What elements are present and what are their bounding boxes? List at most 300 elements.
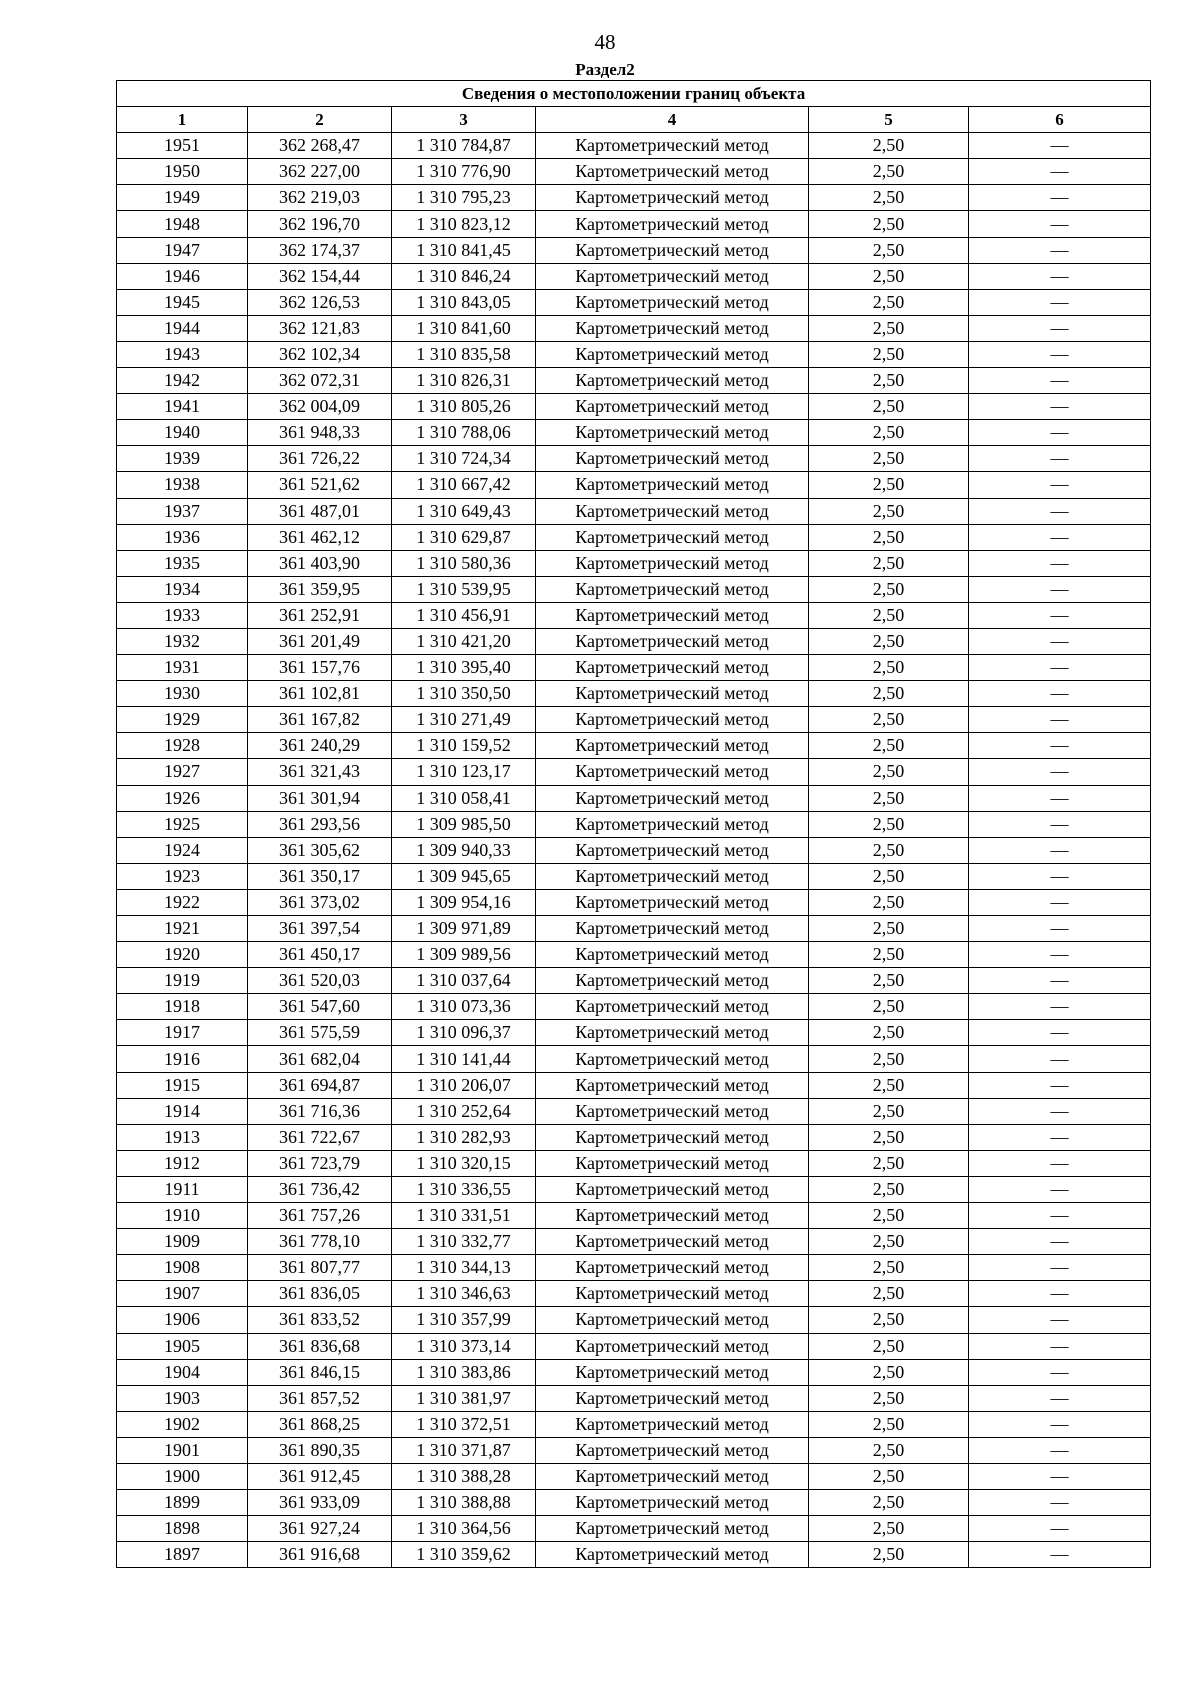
table-row	[117, 837, 1151, 863]
table-row	[117, 1542, 1151, 1568]
table-row	[117, 133, 1151, 159]
description-cell: —	[969, 889, 1151, 915]
y-coordinate-cell: 1 310 805,26	[392, 394, 536, 420]
table-row	[117, 1437, 1151, 1463]
accuracy-cell: 2,50	[809, 1203, 969, 1229]
y-coordinate-cell: 1 309 940,33	[392, 837, 536, 863]
y-coordinate-cell: 1 310 846,24	[392, 263, 536, 289]
description-cell: —	[969, 1385, 1151, 1411]
accuracy-cell: 2,50	[809, 498, 969, 524]
method-cell: Картометрический метод	[536, 1255, 809, 1281]
y-coordinate-cell: 1 310 826,31	[392, 368, 536, 394]
point-number-cell: 1928	[117, 733, 248, 759]
description-cell: —	[969, 916, 1151, 942]
point-number-cell: 1935	[117, 550, 248, 576]
description-cell: —	[969, 1124, 1151, 1150]
description-cell: —	[969, 811, 1151, 837]
method-cell: Картометрический метод	[536, 1046, 809, 1072]
y-coordinate-cell: 1 310 346,63	[392, 1281, 536, 1307]
accuracy-cell: 2,50	[809, 394, 969, 420]
x-coordinate-cell: 361 521,62	[248, 472, 392, 498]
x-coordinate-cell: 361 450,17	[248, 942, 392, 968]
boundary-table	[116, 80, 1151, 1568]
x-coordinate-cell: 361 716,36	[248, 1098, 392, 1124]
point-number-cell: 1916	[117, 1046, 248, 1072]
accuracy-cell: 2,50	[809, 263, 969, 289]
y-coordinate-cell: 1 309 985,50	[392, 811, 536, 837]
column-number: 1	[117, 107, 248, 133]
accuracy-cell: 2,50	[809, 1176, 969, 1202]
method-cell: Картометрический метод	[536, 289, 809, 315]
point-number-cell: 1943	[117, 341, 248, 367]
method-cell: Картометрический метод	[536, 863, 809, 889]
description-cell: —	[969, 1307, 1151, 1333]
description-cell: —	[969, 576, 1151, 602]
point-number-cell: 1926	[117, 785, 248, 811]
point-number-cell: 1951	[117, 133, 248, 159]
point-number-cell: 1921	[117, 916, 248, 942]
y-coordinate-cell: 1 310 629,87	[392, 524, 536, 550]
y-coordinate-cell: 1 310 388,28	[392, 1463, 536, 1489]
method-cell: Картометрический метод	[536, 1411, 809, 1437]
y-coordinate-cell: 1 310 776,90	[392, 159, 536, 185]
accuracy-cell: 2,50	[809, 1437, 969, 1463]
method-cell: Картометрический метод	[536, 1124, 809, 1150]
point-number-cell: 1924	[117, 837, 248, 863]
y-coordinate-cell: 1 310 667,42	[392, 472, 536, 498]
table-row	[117, 1255, 1151, 1281]
accuracy-cell: 2,50	[809, 916, 969, 942]
description-cell: —	[969, 237, 1151, 263]
description-cell: —	[969, 211, 1151, 237]
accuracy-cell: 2,50	[809, 785, 969, 811]
point-number-cell: 1902	[117, 1411, 248, 1437]
point-number-cell: 1919	[117, 968, 248, 994]
method-cell: Картометрический метод	[536, 1203, 809, 1229]
method-cell: Картометрический метод	[536, 1490, 809, 1516]
point-number-cell: 1904	[117, 1359, 248, 1385]
table-row	[117, 498, 1151, 524]
accuracy-cell: 2,50	[809, 1124, 969, 1150]
y-coordinate-cell: 1 310 373,14	[392, 1333, 536, 1359]
x-coordinate-cell: 361 890,35	[248, 1437, 392, 1463]
description-cell: —	[969, 1542, 1151, 1568]
point-number-cell: 1905	[117, 1333, 248, 1359]
method-cell: Картометрический метод	[536, 159, 809, 185]
accuracy-cell: 2,50	[809, 733, 969, 759]
table-row	[117, 681, 1151, 707]
description-cell: —	[969, 628, 1151, 654]
description-cell: —	[969, 1176, 1151, 1202]
y-coordinate-cell: 1 310 788,06	[392, 420, 536, 446]
method-cell: Картометрический метод	[536, 602, 809, 628]
method-cell: Картометрический метод	[536, 1176, 809, 1202]
method-cell: Картометрический метод	[536, 341, 809, 367]
description-cell: —	[969, 1255, 1151, 1281]
method-cell: Картометрический метод	[536, 420, 809, 446]
x-coordinate-cell: 362 004,09	[248, 394, 392, 420]
description-cell: —	[969, 785, 1151, 811]
table-row	[117, 1229, 1151, 1255]
method-cell: Картометрический метод	[536, 759, 809, 785]
accuracy-cell: 2,50	[809, 550, 969, 576]
point-number-cell: 1913	[117, 1124, 248, 1150]
accuracy-cell: 2,50	[809, 655, 969, 681]
method-cell: Картометрический метод	[536, 994, 809, 1020]
accuracy-cell: 2,50	[809, 1020, 969, 1046]
x-coordinate-cell: 361 350,17	[248, 863, 392, 889]
accuracy-cell: 2,50	[809, 942, 969, 968]
description-cell: —	[969, 1463, 1151, 1489]
column-number: 2	[248, 107, 392, 133]
description-cell: —	[969, 863, 1151, 889]
accuracy-cell: 2,50	[809, 1385, 969, 1411]
table-row	[117, 602, 1151, 628]
y-coordinate-cell: 1 310 823,12	[392, 211, 536, 237]
method-cell: Картометрический метод	[536, 185, 809, 211]
description-cell: —	[969, 159, 1151, 185]
table-row	[117, 1098, 1151, 1124]
method-cell: Картометрический метод	[536, 1542, 809, 1568]
accuracy-cell: 2,50	[809, 237, 969, 263]
point-number-cell: 1938	[117, 472, 248, 498]
method-cell: Картометрический метод	[536, 263, 809, 289]
x-coordinate-cell: 361 682,04	[248, 1046, 392, 1072]
point-number-cell: 1944	[117, 315, 248, 341]
point-number-cell: 1908	[117, 1255, 248, 1281]
description-cell: —	[969, 498, 1151, 524]
point-number-cell: 1945	[117, 289, 248, 315]
x-coordinate-cell: 361 462,12	[248, 524, 392, 550]
method-cell: Картометрический метод	[536, 707, 809, 733]
y-coordinate-cell: 1 310 350,50	[392, 681, 536, 707]
x-coordinate-cell: 361 403,90	[248, 550, 392, 576]
y-coordinate-cell: 1 310 364,56	[392, 1516, 536, 1542]
table-row	[117, 707, 1151, 733]
page-number: 48	[594, 30, 616, 54]
accuracy-cell: 2,50	[809, 1463, 969, 1489]
table-row	[117, 863, 1151, 889]
y-coordinate-cell: 1 310 372,51	[392, 1411, 536, 1437]
table-row	[117, 1307, 1151, 1333]
method-cell: Картометрический метод	[536, 785, 809, 811]
accuracy-cell: 2,50	[809, 420, 969, 446]
x-coordinate-cell: 361 778,10	[248, 1229, 392, 1255]
x-coordinate-cell: 362 102,34	[248, 341, 392, 367]
table-row	[117, 1020, 1151, 1046]
method-cell: Картометрический метод	[536, 811, 809, 837]
x-coordinate-cell: 361 167,82	[248, 707, 392, 733]
y-coordinate-cell: 1 310 383,86	[392, 1359, 536, 1385]
x-coordinate-cell: 361 520,03	[248, 968, 392, 994]
description-cell: —	[969, 1333, 1151, 1359]
description-cell: —	[969, 707, 1151, 733]
y-coordinate-cell: 1 310 058,41	[392, 785, 536, 811]
description-cell: —	[969, 263, 1151, 289]
method-cell: Картометрический метод	[536, 1020, 809, 1046]
table-row	[117, 394, 1151, 420]
section-title: Раздел2	[575, 60, 635, 79]
y-coordinate-cell: 1 310 649,43	[392, 498, 536, 524]
method-cell: Картометрический метод	[536, 1229, 809, 1255]
y-coordinate-cell: 1 310 357,99	[392, 1307, 536, 1333]
x-coordinate-cell: 361 575,59	[248, 1020, 392, 1046]
x-coordinate-cell: 361 916,68	[248, 1542, 392, 1568]
accuracy-cell: 2,50	[809, 446, 969, 472]
y-coordinate-cell: 1 310 332,77	[392, 1229, 536, 1255]
table-row	[117, 472, 1151, 498]
description-cell: —	[969, 394, 1151, 420]
y-coordinate-cell: 1 310 580,36	[392, 550, 536, 576]
table-row	[117, 159, 1151, 185]
accuracy-cell: 2,50	[809, 1072, 969, 1098]
table-row	[117, 1463, 1151, 1489]
column-number: 4	[536, 107, 809, 133]
y-coordinate-cell: 1 309 954,16	[392, 889, 536, 915]
method-cell: Картометрический метод	[536, 211, 809, 237]
x-coordinate-cell: 362 121,83	[248, 315, 392, 341]
table-row	[117, 1176, 1151, 1202]
x-coordinate-cell: 361 397,54	[248, 916, 392, 942]
method-cell: Картометрический метод	[536, 394, 809, 420]
table-row	[117, 1046, 1151, 1072]
y-coordinate-cell: 1 310 388,88	[392, 1490, 536, 1516]
table-row	[117, 1490, 1151, 1516]
y-coordinate-cell: 1 309 971,89	[392, 916, 536, 942]
table-row	[117, 1516, 1151, 1542]
table-row	[117, 968, 1151, 994]
x-coordinate-cell: 361 736,42	[248, 1176, 392, 1202]
y-coordinate-cell: 1 310 421,20	[392, 628, 536, 654]
point-number-cell: 1947	[117, 237, 248, 263]
y-coordinate-cell: 1 310 371,87	[392, 1437, 536, 1463]
y-coordinate-cell: 1 310 331,51	[392, 1203, 536, 1229]
x-coordinate-cell: 362 126,53	[248, 289, 392, 315]
description-cell: —	[969, 420, 1151, 446]
y-coordinate-cell: 1 310 271,49	[392, 707, 536, 733]
method-cell: Картометрический метод	[536, 733, 809, 759]
table-row	[117, 1124, 1151, 1150]
description-cell: —	[969, 1203, 1151, 1229]
table-row	[117, 211, 1151, 237]
x-coordinate-cell: 361 868,25	[248, 1411, 392, 1437]
table-row	[117, 263, 1151, 289]
x-coordinate-cell: 362 219,03	[248, 185, 392, 211]
accuracy-cell: 2,50	[809, 1046, 969, 1072]
x-coordinate-cell: 361 201,49	[248, 628, 392, 654]
x-coordinate-cell: 362 154,44	[248, 263, 392, 289]
table-row	[117, 1281, 1151, 1307]
point-number-cell: 1940	[117, 420, 248, 446]
description-cell: —	[969, 1072, 1151, 1098]
table-row	[117, 576, 1151, 602]
method-cell: Картометрический метод	[536, 1516, 809, 1542]
description-cell: —	[969, 1359, 1151, 1385]
point-number-cell: 1909	[117, 1229, 248, 1255]
x-coordinate-cell: 361 694,87	[248, 1072, 392, 1098]
point-number-cell: 1934	[117, 576, 248, 602]
accuracy-cell: 2,50	[809, 185, 969, 211]
method-cell: Картометрический метод	[536, 968, 809, 994]
accuracy-cell: 2,50	[809, 1542, 969, 1568]
y-coordinate-cell: 1 310 381,97	[392, 1385, 536, 1411]
method-cell: Картометрический метод	[536, 446, 809, 472]
description-cell: —	[969, 1516, 1151, 1542]
table-row	[117, 1359, 1151, 1385]
accuracy-cell: 2,50	[809, 1307, 969, 1333]
x-coordinate-cell: 361 912,45	[248, 1463, 392, 1489]
accuracy-cell: 2,50	[809, 315, 969, 341]
accuracy-cell: 2,50	[809, 1516, 969, 1542]
x-coordinate-cell: 361 807,77	[248, 1255, 392, 1281]
accuracy-cell: 2,50	[809, 837, 969, 863]
table-row	[117, 1150, 1151, 1176]
x-coordinate-cell: 361 726,22	[248, 446, 392, 472]
point-number-cell: 1950	[117, 159, 248, 185]
table-row	[117, 1411, 1151, 1437]
point-number-cell: 1932	[117, 628, 248, 654]
table-row	[117, 785, 1151, 811]
point-number-cell: 1925	[117, 811, 248, 837]
description-cell: —	[969, 185, 1151, 211]
x-coordinate-cell: 362 227,00	[248, 159, 392, 185]
accuracy-cell: 2,50	[809, 1098, 969, 1124]
method-cell: Картометрический метод	[536, 628, 809, 654]
y-coordinate-cell: 1 310 344,13	[392, 1255, 536, 1281]
accuracy-cell: 2,50	[809, 602, 969, 628]
y-coordinate-cell: 1 310 336,55	[392, 1176, 536, 1202]
y-coordinate-cell: 1 310 841,60	[392, 315, 536, 341]
accuracy-cell: 2,50	[809, 1333, 969, 1359]
method-cell: Картометрический метод	[536, 550, 809, 576]
accuracy-cell: 2,50	[809, 1411, 969, 1437]
x-coordinate-cell: 361 933,09	[248, 1490, 392, 1516]
description-cell: —	[969, 133, 1151, 159]
description-cell: —	[969, 837, 1151, 863]
accuracy-cell: 2,50	[809, 1281, 969, 1307]
method-cell: Картометрический метод	[536, 524, 809, 550]
method-cell: Картометрический метод	[536, 1150, 809, 1176]
accuracy-cell: 2,50	[809, 159, 969, 185]
table-row	[117, 368, 1151, 394]
x-coordinate-cell: 361 252,91	[248, 602, 392, 628]
point-number-cell: 1903	[117, 1385, 248, 1411]
method-cell: Картометрический метод	[536, 1385, 809, 1411]
x-coordinate-cell: 362 196,70	[248, 211, 392, 237]
description-cell: —	[969, 550, 1151, 576]
description-cell: —	[969, 472, 1151, 498]
point-number-cell: 1927	[117, 759, 248, 785]
table-row	[117, 420, 1151, 446]
description-cell: —	[969, 1150, 1151, 1176]
column-number: 3	[392, 107, 536, 133]
point-number-cell: 1923	[117, 863, 248, 889]
accuracy-cell: 2,50	[809, 759, 969, 785]
y-coordinate-cell: 1 310 096,37	[392, 1020, 536, 1046]
accuracy-cell: 2,50	[809, 863, 969, 889]
x-coordinate-cell: 361 487,01	[248, 498, 392, 524]
description-cell: —	[969, 1411, 1151, 1437]
x-coordinate-cell: 361 301,94	[248, 785, 392, 811]
x-coordinate-cell: 361 157,76	[248, 655, 392, 681]
table-row	[117, 446, 1151, 472]
point-number-cell: 1936	[117, 524, 248, 550]
y-coordinate-cell: 1 309 945,65	[392, 863, 536, 889]
method-cell: Картометрический метод	[536, 472, 809, 498]
point-number-cell: 1897	[117, 1542, 248, 1568]
column-number: 5	[809, 107, 969, 133]
description-cell: —	[969, 733, 1151, 759]
table-row	[117, 185, 1151, 211]
y-coordinate-cell: 1 310 835,58	[392, 341, 536, 367]
table-row	[117, 889, 1151, 915]
point-number-cell: 1900	[117, 1463, 248, 1489]
y-coordinate-cell: 1 310 206,07	[392, 1072, 536, 1098]
description-cell: —	[969, 655, 1151, 681]
method-cell: Картометрический метод	[536, 942, 809, 968]
x-coordinate-cell: 362 072,31	[248, 368, 392, 394]
x-coordinate-cell: 361 757,26	[248, 1203, 392, 1229]
y-coordinate-cell: 1 310 784,87	[392, 133, 536, 159]
table-row	[117, 315, 1151, 341]
description-cell: —	[969, 968, 1151, 994]
x-coordinate-cell: 361 836,05	[248, 1281, 392, 1307]
column-number: 6	[969, 107, 1151, 133]
point-number-cell: 1930	[117, 681, 248, 707]
point-number-cell: 1910	[117, 1203, 248, 1229]
table-row	[117, 1203, 1151, 1229]
x-coordinate-cell: 361 305,62	[248, 837, 392, 863]
method-cell: Картометрический метод	[536, 1281, 809, 1307]
y-coordinate-cell: 1 310 123,17	[392, 759, 536, 785]
method-cell: Картометрический метод	[536, 889, 809, 915]
y-coordinate-cell: 1 310 795,23	[392, 185, 536, 211]
method-cell: Картометрический метод	[536, 837, 809, 863]
accuracy-cell: 2,50	[809, 341, 969, 367]
table-row	[117, 550, 1151, 576]
table-row	[117, 759, 1151, 785]
description-cell: —	[969, 446, 1151, 472]
accuracy-cell: 2,50	[809, 289, 969, 315]
accuracy-cell: 2,50	[809, 472, 969, 498]
point-number-cell: 1929	[117, 707, 248, 733]
table-row	[117, 994, 1151, 1020]
description-cell: —	[969, 1046, 1151, 1072]
description-cell: —	[969, 1098, 1151, 1124]
table-row	[117, 655, 1151, 681]
x-coordinate-cell: 361 846,15	[248, 1359, 392, 1385]
y-coordinate-cell: 1 310 320,15	[392, 1150, 536, 1176]
point-number-cell: 1937	[117, 498, 248, 524]
x-coordinate-cell: 361 359,95	[248, 576, 392, 602]
y-coordinate-cell: 1 310 282,93	[392, 1124, 536, 1150]
accuracy-cell: 2,50	[809, 811, 969, 837]
table-row	[117, 1385, 1151, 1411]
x-coordinate-cell: 361 722,67	[248, 1124, 392, 1150]
point-number-cell: 1922	[117, 889, 248, 915]
description-cell: —	[969, 1490, 1151, 1516]
point-number-cell: 1917	[117, 1020, 248, 1046]
table-row	[117, 1072, 1151, 1098]
x-coordinate-cell: 361 293,56	[248, 811, 392, 837]
accuracy-cell: 2,50	[809, 1490, 969, 1516]
y-coordinate-cell: 1 310 037,64	[392, 968, 536, 994]
description-cell: —	[969, 759, 1151, 785]
y-coordinate-cell: 1 310 073,36	[392, 994, 536, 1020]
description-cell: —	[969, 524, 1151, 550]
point-number-cell: 1946	[117, 263, 248, 289]
method-cell: Картометрический метод	[536, 916, 809, 942]
